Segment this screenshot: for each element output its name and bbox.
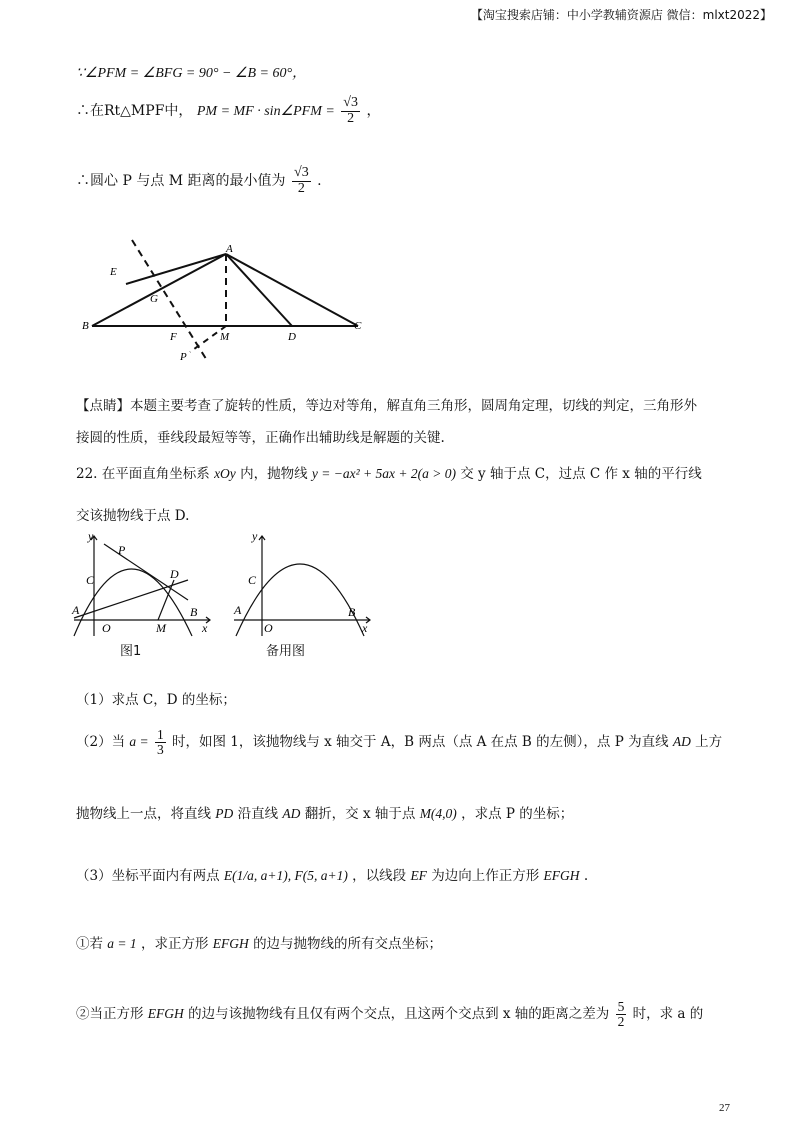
sub-2-when: ②当正方形 bbox=[76, 1006, 144, 1023]
page-number: 27 bbox=[719, 1102, 730, 1114]
page-header: 【淘宝搜索店铺：中小学教辅资源店 微信：mlxt2022】 bbox=[470, 8, 772, 22]
fig2-label-a: A bbox=[234, 603, 242, 617]
q22-rest: 交 y 轴于点 C，过点 C 作 x 轴的平行线 bbox=[460, 466, 702, 482]
label-b: B bbox=[82, 320, 89, 332]
fig1-label-o: O bbox=[102, 621, 111, 635]
part-2-fold: 翻折，交 x 轴于点 bbox=[304, 806, 416, 822]
triangle-figure bbox=[80, 232, 380, 372]
segment-ad bbox=[226, 254, 292, 326]
line-ad-label-2: AD bbox=[282, 806, 301, 821]
fraction-denominator: 2 bbox=[347, 110, 355, 126]
fraction-numerator: √3 bbox=[294, 165, 309, 180]
figure-1-caption: 图1 bbox=[120, 644, 142, 659]
one-third-fraction bbox=[155, 728, 166, 757]
q22-prefix: 22. 在平面直角坐标系 bbox=[76, 466, 210, 482]
square-efgh-label-2: EFGH bbox=[212, 936, 249, 951]
q22-line-1 bbox=[76, 462, 702, 482]
part-3-prefix: （3）坐标平面内有两点 bbox=[76, 868, 220, 884]
segment-ac bbox=[226, 254, 358, 326]
dianjing-line-1: 【点睛】本题主要考查了旋转的性质，等边对等角，解直角三角形，圆周角定理，切线的判定，三角形外 bbox=[76, 398, 697, 414]
a-equals: a = bbox=[129, 734, 149, 750]
part-1: （1）求点 C，D 的坐标； bbox=[76, 692, 236, 708]
sqrt3-over-2-fraction bbox=[341, 96, 360, 126]
five-halves-fraction bbox=[616, 1000, 627, 1029]
fraction-denominator: 2 bbox=[617, 1014, 625, 1030]
sub-1-rest: 的边与抛物线的所有交点坐标； bbox=[253, 936, 443, 952]
part-2-along: 沿直线 bbox=[237, 806, 279, 822]
proof-line-2-math: PM = MF · sin∠PFM = bbox=[196, 104, 335, 120]
fig1-label-d: D bbox=[170, 567, 179, 581]
part-2-above: 上方 bbox=[695, 734, 723, 751]
proof-line-3-suffix: . bbox=[317, 173, 322, 190]
part-3-square: 为边向上作正方形 bbox=[431, 868, 540, 884]
label-p: P bbox=[180, 351, 187, 363]
sub-1-if: ①若 bbox=[76, 936, 103, 952]
fraction-numerator: √3 bbox=[343, 95, 358, 110]
fig1-label-m: M bbox=[156, 621, 166, 635]
points-e-f: E(1/a, a+1), F(5, a+1) bbox=[223, 868, 348, 883]
dashed-line-through-g-f bbox=[132, 240, 208, 362]
part-2-line-2 bbox=[76, 802, 573, 822]
fig1-label-p: P bbox=[118, 543, 126, 557]
parabola-equation: y = −ax² + 5ax + 2(a > 0) bbox=[311, 466, 456, 481]
sub-1-find: ，求正方形 bbox=[140, 936, 209, 952]
segment-ae bbox=[126, 254, 226, 284]
line-ad-label: AD bbox=[672, 734, 691, 750]
fig1-label-y: y bbox=[88, 532, 94, 543]
label-c: C bbox=[354, 320, 362, 332]
part-2-point: 抛物线上一点，将直线 bbox=[76, 806, 211, 822]
proof-line-3-prefix: ∴圆心 P 与点 M 距离的最小值为 bbox=[76, 173, 286, 190]
point-m-coord: M(4,0) bbox=[419, 806, 457, 821]
label-e: E bbox=[110, 266, 117, 278]
fig2-label-o: O bbox=[264, 621, 273, 635]
sub-2-end: 时，求 a 的 bbox=[632, 1006, 704, 1023]
fig2-label-x: x bbox=[362, 621, 368, 635]
fraction-denominator: 3 bbox=[156, 742, 164, 758]
proof-line-2-prefix: ∴在Rt△MPF中， bbox=[76, 103, 193, 120]
fig1-label-a: A bbox=[72, 603, 80, 617]
part-3-segment: ，以线段 bbox=[352, 868, 407, 884]
fig2-label-c: C bbox=[248, 573, 257, 587]
proof-line-2 bbox=[76, 96, 380, 126]
backup-figure bbox=[230, 532, 380, 638]
label-a: A bbox=[226, 243, 233, 255]
part-2-when: （2）当 bbox=[76, 734, 126, 751]
q22-within: 内，抛物线 bbox=[240, 466, 308, 482]
label-f: F bbox=[170, 331, 177, 343]
part-3 bbox=[76, 864, 588, 884]
segment-ab bbox=[92, 254, 226, 326]
a-equals-1: a = 1 bbox=[107, 936, 137, 951]
min-distance-fraction bbox=[292, 166, 311, 196]
part-2-line-1 bbox=[76, 728, 722, 757]
part-2-text: 时，如图 1，该抛物线与 x 轴交于 A，B 两点（点 A 在点 B 的左侧），点 P 为直线 bbox=[171, 734, 669, 751]
square-efgh-label-3: EFGH bbox=[147, 1006, 184, 1022]
fraction-numerator: 1 bbox=[156, 727, 164, 742]
coordinate-system-name: xOy bbox=[214, 466, 236, 481]
sub-question-2 bbox=[76, 1000, 703, 1029]
fig2-label-b: B bbox=[348, 605, 356, 619]
square-efgh-label: EFGH bbox=[543, 868, 580, 883]
fraction-numerator: 5 bbox=[617, 999, 625, 1014]
line-pd-label: PD bbox=[215, 806, 234, 821]
fig1-label-x: x bbox=[202, 621, 208, 635]
proof-line-2-suffix: ， bbox=[366, 103, 381, 120]
label-d: D bbox=[288, 331, 296, 343]
label-m: M bbox=[220, 331, 230, 343]
proof-line-3 bbox=[76, 166, 322, 196]
fraction-denominator: 2 bbox=[297, 180, 305, 196]
figure-1 bbox=[70, 532, 220, 638]
dianjing-line-2: 接圆的性质，垂线段最短等等，正确作出辅助线是解题的关键. bbox=[76, 430, 445, 446]
backup-figure-caption: 备用图 bbox=[266, 644, 306, 659]
fig2-label-y: y bbox=[252, 532, 258, 543]
fig1-label-c: C bbox=[86, 573, 95, 587]
fig1-label-b: B bbox=[190, 605, 198, 619]
part-3-end: . bbox=[583, 868, 589, 884]
proof-line-1: ∵∠PFM = ∠BFG = 90° − ∠B = 60°， bbox=[76, 66, 307, 81]
sub-2-text: 的边与该抛物线有且仅有两个交点，且这两个交点到 x 轴的距离之差为 bbox=[188, 1006, 610, 1023]
label-g: G bbox=[150, 293, 158, 305]
q22-line-2: 交该抛物线于点 D. bbox=[76, 508, 190, 524]
part-2-find: ，求点 P 的坐标； bbox=[461, 806, 574, 822]
segment-ef-label: EF bbox=[410, 868, 427, 883]
sub-question-1 bbox=[76, 932, 442, 952]
